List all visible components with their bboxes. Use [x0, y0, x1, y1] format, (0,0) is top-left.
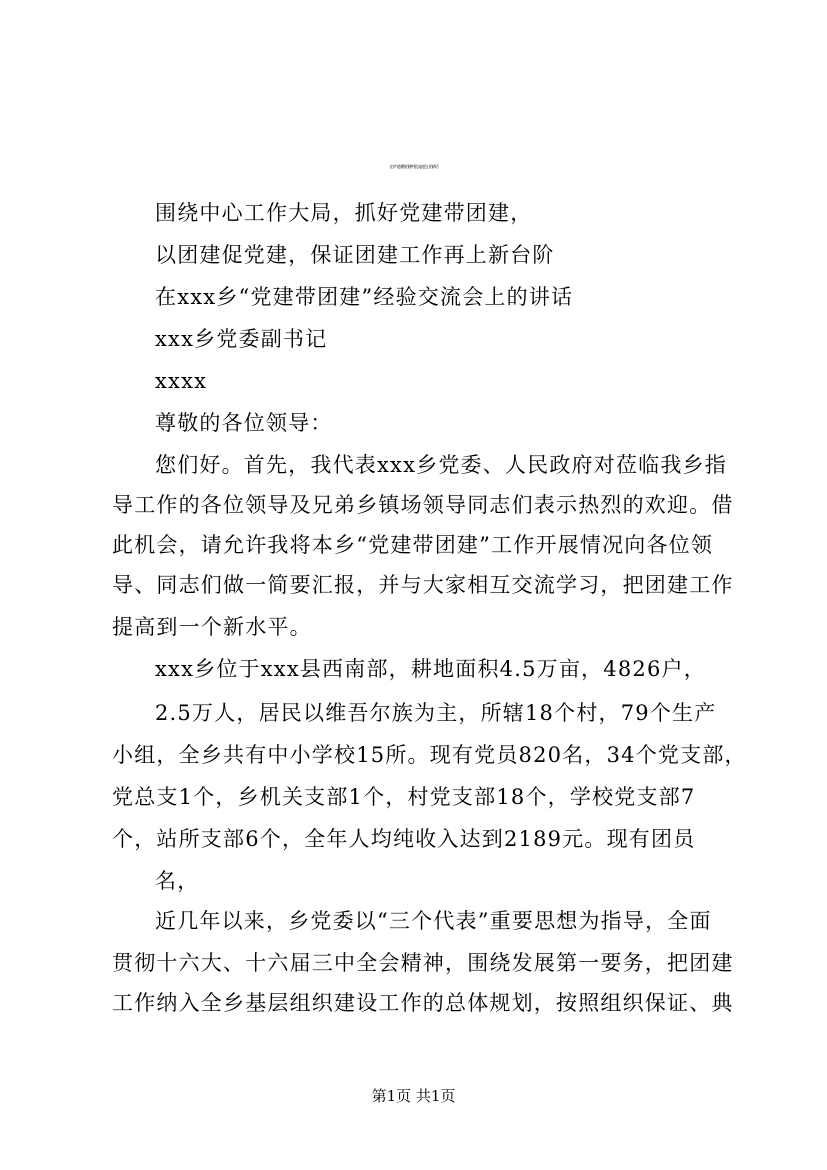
text-line-4: xxx乡党委副书记	[155, 327, 328, 351]
text-line-11: 提高到一个新水平。	[112, 615, 312, 639]
text-line-18: 近几年以来，乡党委以“三个代表”重要思想为指导，全面	[155, 909, 712, 933]
document-title: 在乡“党建带团建”经验交流会上的讲话	[389, 164, 438, 169]
text-line-16: 个，站所支部6个，全年人均纯收入达到2189元。现有团员	[112, 827, 696, 851]
text-line-2: 以团建促党建，保证团建工作再上新台阶	[155, 243, 555, 267]
text-line-7: 您们好。首先，我代表xxx乡党委、人民政府对莅临我乡指	[155, 453, 727, 477]
text-line-8: 导工作的各位领导及兄弟乡镇场领导同志们表示热烈的欢迎。借	[112, 493, 734, 517]
text-line-17: 名，	[155, 869, 200, 893]
text-line-6: 尊敬的各位领导：	[155, 411, 333, 435]
text-line-5: xxxx	[155, 369, 208, 393]
text-line-19: 贯彻十六大、十六届三中全会精神，围绕发展第一要务，把团建	[112, 951, 734, 975]
text-line-20: 工作纳入全乡基层组织建设工作的总体规划，按照组织保证、典	[112, 991, 734, 1015]
text-line-14: 小组，全乡共有中小学校15所。现有党员820名，34个党支部，	[112, 743, 747, 767]
text-line-9: 此机会，请允许我将本乡“党建带团建”工作开展情况向各位领	[112, 533, 714, 557]
text-line-15: 党总支1个，乡机关支部1个，村党支部18个，学校党支部7	[112, 785, 696, 809]
page-footer: 第1页 共1页	[371, 1087, 456, 1105]
text-line-1: 围绕中心工作大局，抓好党建带团建，	[155, 201, 533, 225]
text-line-3: 在xxx乡“党建带团建”经验交流会上的讲话	[155, 285, 574, 309]
text-line-10: 导、同志们做一简要汇报，并与大家相互交流学习，把团建工作	[112, 573, 734, 597]
text-line-13: 2.5万人，居民以维吾尔族为主，所辖18个村，79个生产	[155, 701, 717, 725]
text-line-12: xxx乡位于xxx县西南部，耕地面积4.5万亩，4826户，	[155, 657, 706, 681]
